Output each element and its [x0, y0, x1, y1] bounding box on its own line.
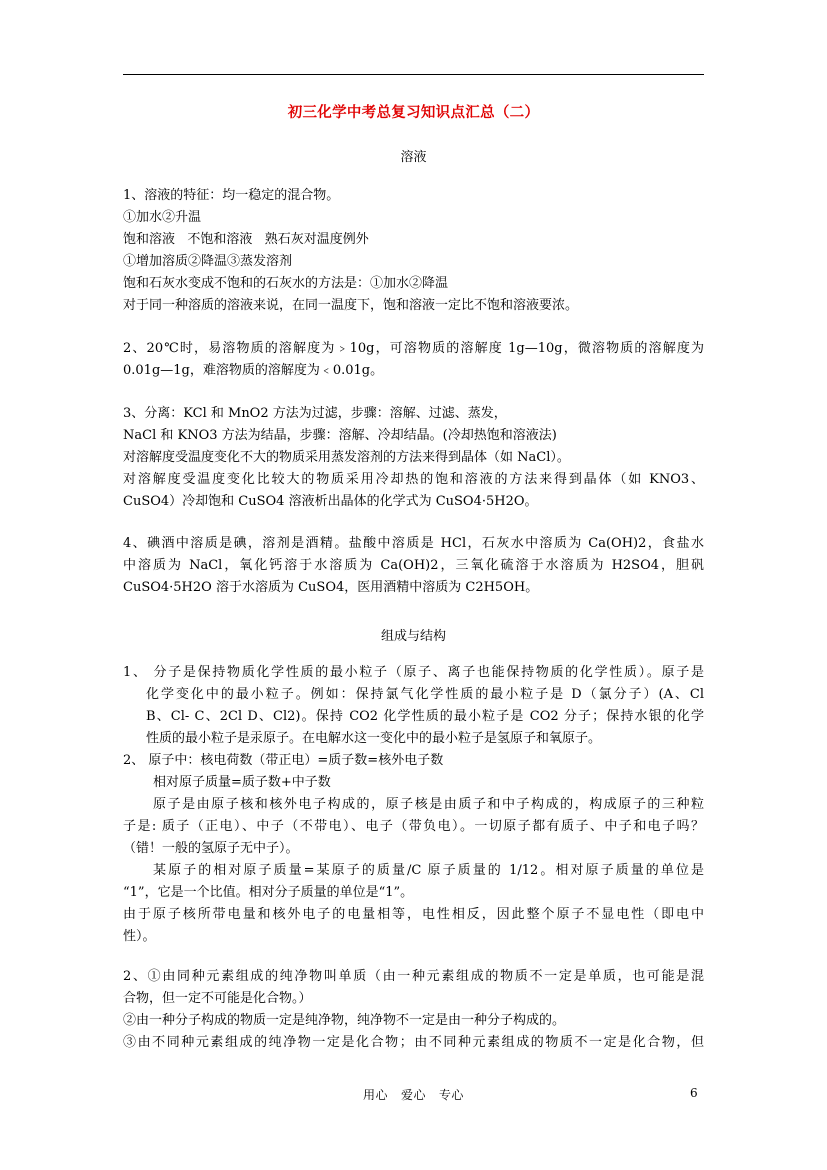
text-line: 中溶质为 NaCl，氧化钙溶于水溶质为 Ca(OH)2，三氧化硫溶于水溶质为 H2SO4，胆矾 — [123, 558, 704, 573]
text-line: 性）。 — [123, 929, 156, 944]
text-line: 子是: 质子（正电）、中子（不带电）、电子（带负电）。一切原子都有质子、中子和电子吗？ — [123, 819, 704, 834]
text-line: 1、溶液的特征：均一稳定的混合物。 — [123, 188, 340, 203]
header-rule — [123, 74, 704, 75]
paragraph-molecules-atoms — [123, 662, 704, 948]
text-line: 化学变化中的最小粒子。例如：保持氯气化学性质的最小粒子是 D（氯分子）(A、Cl — [146, 687, 704, 702]
text-line: 2、20℃时，易溶物质的溶解度为﹥10g，可溶物质的溶解度 1g—10g，微溶物质的溶解度为 — [123, 341, 704, 356]
text-line: 1、 分子是保持物质化学性质的最小粒子（原子、离子也能保持物质的化学性质）。原子是 — [123, 665, 704, 680]
text-line: “1”，它是一个比值。相对分子质量的单位是“1”。 — [123, 885, 414, 900]
text-line: 合物，但一定不可能是化合物。） — [123, 991, 312, 1006]
paragraph-solubility — [123, 338, 704, 382]
footer-motto: 用心 爱心 专心 — [363, 1088, 464, 1102]
text-line: （错！一般的氢原子无中子）。 — [123, 841, 299, 856]
text-line: 原子是由原子核和核外电子构成的，原子核是由质子和中子构成的，构成原子的三种粒 — [153, 797, 704, 812]
page-number: 6 — [690, 1086, 698, 1100]
text-line: 性质的最小粒子是汞原子。在电解水这一变化中的最小粒子是氢原子和氧原子。 — [146, 731, 602, 746]
text-line: ②由一种分子构成的物质一定是纯净物，纯净物不一定是由一种分子构成的。 — [123, 1013, 566, 1028]
paragraph-solutes — [123, 533, 704, 599]
text-line: ①增加溶质②降温③蒸发溶剂 — [123, 254, 293, 269]
text-line: ③由不同种元素组成的纯净物一定是化合物；由不同种元素组成的物质不一定是化合物，但 — [123, 1035, 704, 1050]
text-line: NaCl 和 KNO3 方法为结晶，步骤：溶解、冷却结晶。(冷却热饱和溶液法) — [123, 428, 557, 443]
text-line: 0.01g—1g，难溶物质的溶解度为﹤0.01g。 — [123, 363, 384, 378]
text-line: 对溶解度受温度变化不大的物质采用蒸发溶剂的方法来得到晶体（如 NaCl）。 — [123, 450, 570, 465]
text-line: 饱和溶液 不饱和溶液 熟石灰对温度例外 — [123, 232, 369, 247]
section-heading-composition: 组成与结构 — [380, 629, 446, 644]
text-line: 由于原子核所带电量和核外电子的电量相等，电性相反，因此整个原子不显电性（即电中 — [123, 907, 704, 922]
paragraph-elements-compounds — [123, 966, 704, 1054]
document-title: 初三化学中考总复习知识点汇总（二） — [287, 105, 540, 121]
text-line: 饱和石灰水变成不饱和的石灰水的方法是：①加水②降温 — [123, 276, 449, 291]
text-line: 2、①由同种元素组成的纯净物叫单质（由一种元素组成的物质不一定是单质，也可能是混 — [123, 969, 704, 984]
section-heading-solution: 溶液 — [400, 150, 427, 165]
text-line: CuSO4·5H2O 溶于水溶质为 CuSO4，医用酒精中溶质为 C2H5OH。 — [123, 580, 539, 595]
paragraph-solution-characteristics — [123, 185, 704, 317]
text-line: 某原子的相对原子质量=某原子的质量/C 原子质量的 1/12。相对原子质量的单位是 — [153, 863, 704, 878]
text-line: CuSO4）冷却饱和 CuSO4 溶液析出晶体的化学式为 CuSO4·5H2O。 — [123, 494, 538, 509]
text-line: 2、 原子中：核电荷数（带正电）=质子数=核外电子数 — [123, 753, 444, 768]
text-line: 对于同一种溶质的溶液来说，在同一温度下，饱和溶液一定比不饱和溶液要浓。 — [123, 298, 579, 313]
paragraph-separation — [123, 403, 704, 513]
text-line: 相对原子质量=质子数+中子数 — [153, 775, 331, 790]
text-line: 4、碘酒中溶质是碘，溶剂是酒精。盐酸中溶质是 HCl，石灰水中溶质为 Ca(OH)2，食盐水 — [123, 536, 704, 551]
text-line: B、Cl- C、2Cl D、Cl2)。保持 CO2 化学性质的最小粒子是 CO2 分子；保持水银的化学 — [146, 709, 704, 724]
text-line: ①加水②升温 — [123, 210, 202, 225]
text-line: 3、分离：KCl 和 MnO2 方法为过滤，步骤：溶解、过滤、蒸发， — [123, 406, 507, 421]
text-line: 对溶解度受温度变化比较大的物质采用冷却热的饱和溶液的方法来得到晶体（如 KNO3、 — [123, 472, 704, 487]
